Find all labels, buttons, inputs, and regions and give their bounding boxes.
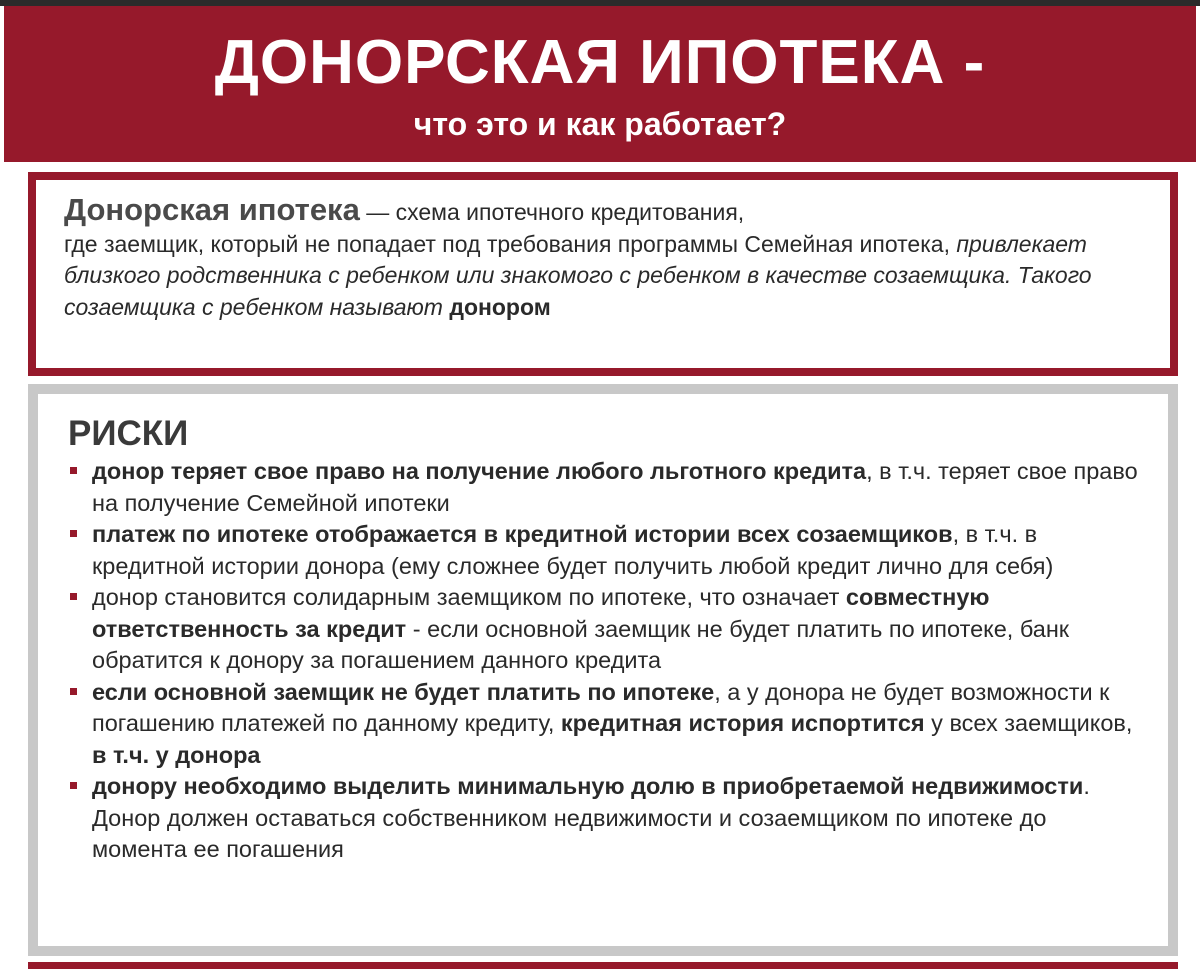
risks-list	[68, 456, 1144, 866]
bullet-square-icon	[70, 782, 77, 789]
risks-box	[38, 394, 1168, 946]
risk-text-bold: кредитная история испортится	[560, 710, 925, 736]
risk-item	[68, 677, 1144, 772]
risk-text: , в т.ч. в кредитной истории донора (ему сложнее будет получить любой кредит лично для себя)	[92, 521, 1054, 579]
risk-item	[68, 771, 1144, 866]
bullet-square-icon	[70, 467, 77, 474]
next-section-edge	[28, 962, 1178, 969]
risk-item	[68, 582, 1144, 677]
risk-text-bold: в т.ч. у донора	[92, 741, 261, 768]
risk-text: . Донор должен оставаться собственником недвижимости и созаемщиком по ипотеке до момента ее погашения	[92, 773, 1090, 862]
risk-item	[68, 456, 1144, 519]
risk-text: у всех заемщиков,	[924, 710, 1133, 736]
risk-text-bold: платеж по ипотеке отображается в кредитной истории всех созаемщиков	[92, 521, 953, 547]
header-banner	[4, 6, 1196, 162]
definition-text-italic: привлекает близкого родственника с ребенком или знакомого с ребенком в качестве созаемщика. Такого созаемщика с ребенком называют	[64, 230, 1092, 320]
risk-text-bold: совместную ответственность за кредит	[92, 584, 990, 642]
definition-lead: — схема ипотечного кредитования,	[359, 199, 745, 225]
definition-term: Донорская ипотека	[64, 192, 360, 227]
definition-frame	[28, 172, 1178, 376]
risk-text-bold: донору необходимо выделить минимальную долю в приобретаемой недвижимости	[92, 773, 1084, 799]
bullet-square-icon	[70, 593, 77, 600]
definition-box	[36, 180, 1170, 368]
page-subtitle: что это и как работает?	[413, 106, 787, 142]
page-title: ДОНОРСКАЯ ИПОТЕКА -	[214, 28, 986, 97]
bullet-square-icon	[70, 688, 77, 695]
risk-item	[68, 519, 1144, 582]
risk-text: , а у донора не будет возможности к погашению платежей по данному кредиту,	[92, 678, 1110, 736]
risks-heading: РИСКИ	[68, 414, 189, 453]
definition-text-plain: где заемщик, который не попадает под требования программы Семейная ипотека,	[64, 230, 957, 257]
risk-text-bold: донор теряет свое право на получение любого льготного кредита	[92, 458, 867, 484]
bullet-square-icon	[70, 530, 77, 537]
risk-text-bold: если основной заемщик не будет платить по ипотеке	[92, 678, 715, 705]
risk-text: - если основной заемщик не будет платить по ипотеке, банк обратится к донору за погашением данного кредита	[92, 615, 1070, 673]
risk-text: донор становится солидарным заемщиком по ипотеке, что означает	[92, 584, 846, 610]
risk-text: , в т.ч. теряет свое право на получение Семейной ипотеки	[92, 458, 1138, 516]
risks-frame	[28, 384, 1178, 956]
definition-text-bold: донором	[449, 293, 551, 320]
